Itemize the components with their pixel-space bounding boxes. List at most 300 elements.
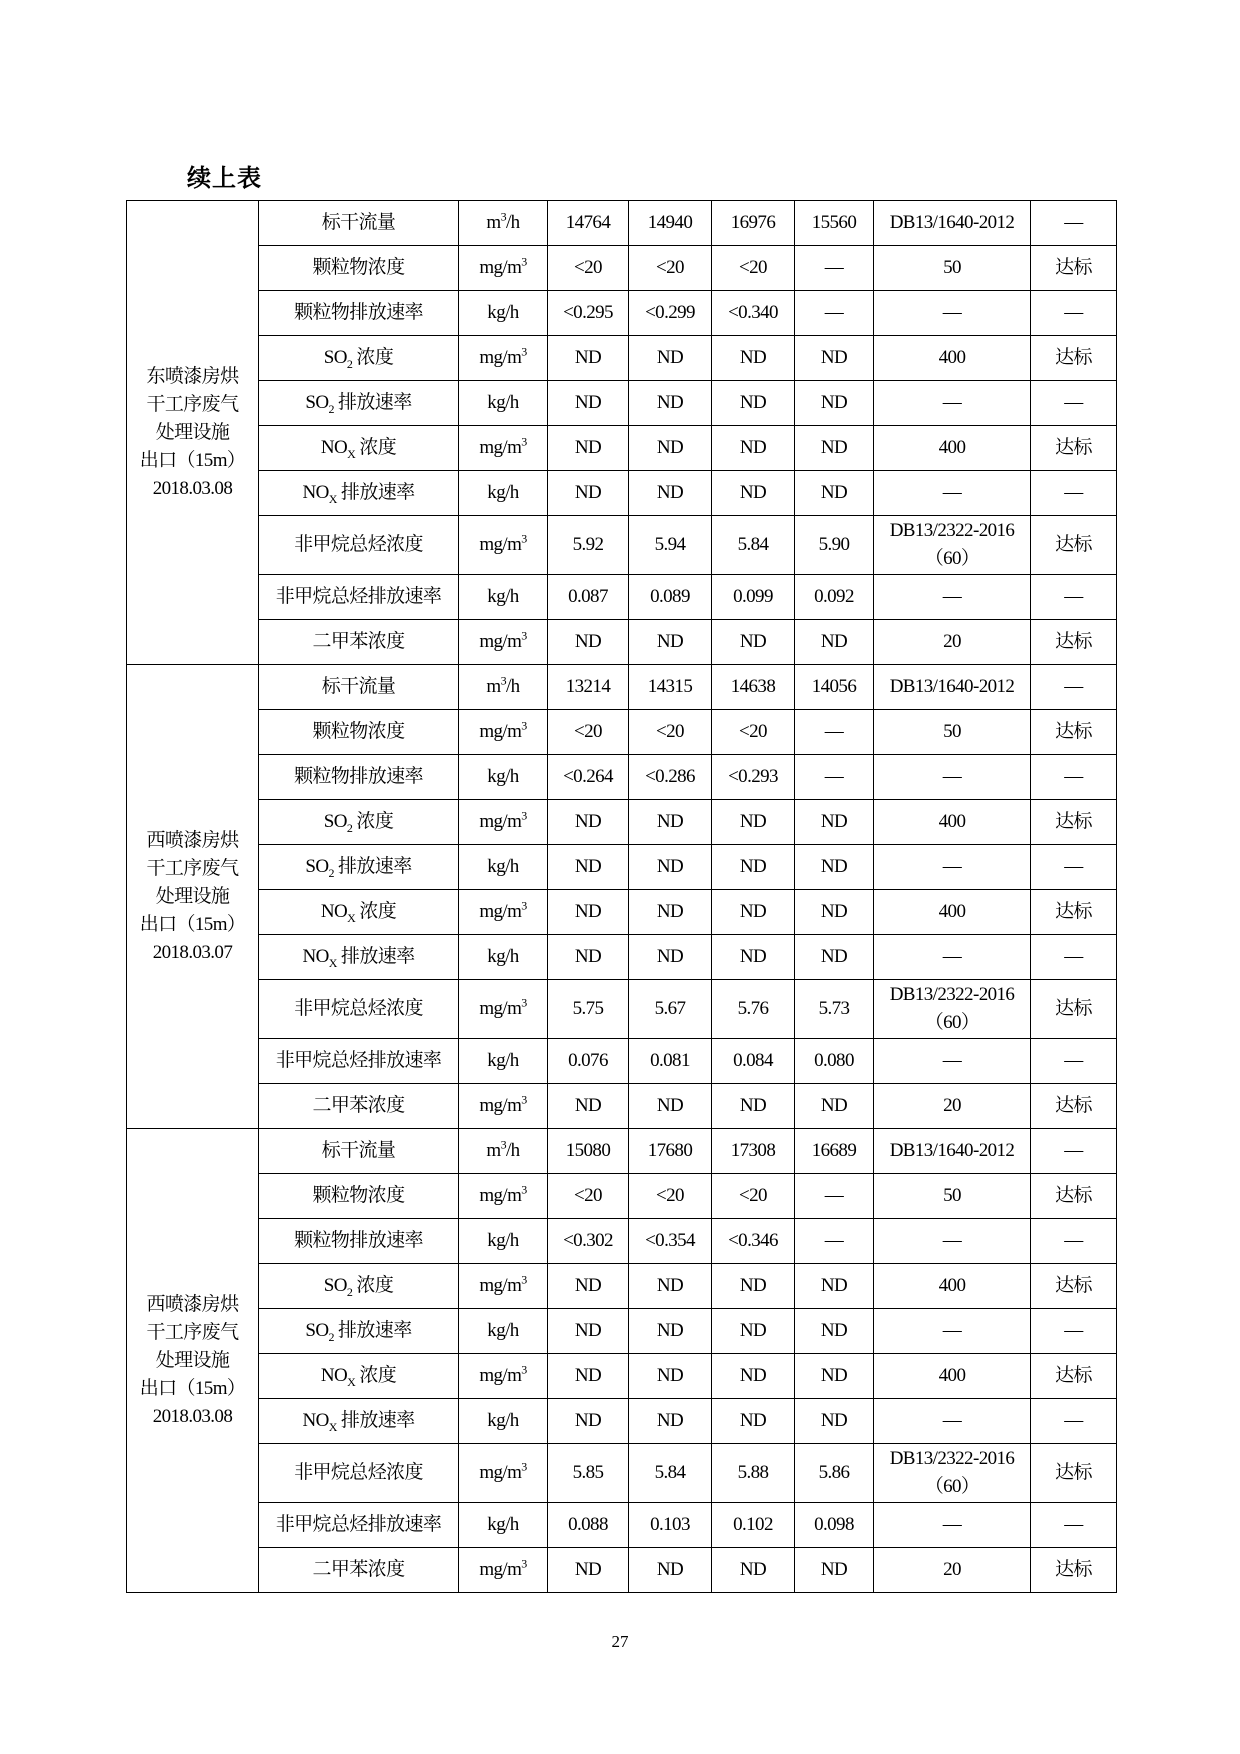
measured-value: ND xyxy=(712,845,795,890)
table-row xyxy=(127,1174,1117,1219)
measured-value: 17308 xyxy=(712,1129,795,1174)
measured-value: ND xyxy=(795,1309,874,1354)
unit: kg/h xyxy=(459,1399,548,1444)
item-name: 二甲苯浓度 xyxy=(259,620,459,665)
standard-limit xyxy=(874,755,1031,800)
standard-line: （60） xyxy=(924,1476,980,1497)
measured-value: ND xyxy=(548,471,629,516)
measured-value: — xyxy=(795,291,874,336)
measured-value: 0.084 xyxy=(712,1039,795,1084)
measured-value: <0.295 xyxy=(548,291,629,336)
measured-value: <20 xyxy=(712,246,795,291)
standard-limit xyxy=(874,1399,1031,1444)
standard-line: 50 xyxy=(943,721,961,742)
measured-value: — xyxy=(795,755,874,800)
measured-value: <20 xyxy=(548,710,629,755)
measured-value: 0.103 xyxy=(629,1503,712,1548)
measured-value: 5.73 xyxy=(795,980,874,1039)
item-name: $SO_2$ 排放速率 xyxy=(259,1309,459,1354)
monitoring-point-line: 西喷漆房烘 xyxy=(146,829,239,851)
measured-value: ND xyxy=(548,1548,629,1593)
evaluation-result: — xyxy=(1031,201,1117,246)
monitoring-point-line: 2018.03.08 xyxy=(152,477,233,499)
measured-value: ND xyxy=(548,1354,629,1399)
unit: kg/h xyxy=(459,755,548,800)
measured-value: <20 xyxy=(629,710,712,755)
standard-line: — xyxy=(942,856,962,877)
table-row xyxy=(127,381,1117,426)
standard-limit xyxy=(874,1354,1031,1399)
measured-value: ND xyxy=(795,1084,874,1129)
measured-value: ND xyxy=(629,620,712,665)
unit: kg/h xyxy=(459,381,548,426)
measured-value: 0.099 xyxy=(712,575,795,620)
measured-value: 16689 xyxy=(795,1129,874,1174)
measured-value: ND xyxy=(795,845,874,890)
unit: $mg/m^3$ xyxy=(459,1084,548,1129)
measured-value: 15560 xyxy=(795,201,874,246)
measured-value: — xyxy=(795,1219,874,1264)
item-name: 标干流量 xyxy=(259,665,459,710)
monitoring-point-label xyxy=(127,1129,259,1593)
measured-value: ND xyxy=(629,935,712,980)
measured-value: ND xyxy=(629,1084,712,1129)
standard-limit xyxy=(874,1264,1031,1309)
standard-limit xyxy=(874,336,1031,381)
measured-value: — xyxy=(795,710,874,755)
table-row xyxy=(127,1309,1117,1354)
table-body xyxy=(127,201,1117,1593)
unit: $mg/m^3$ xyxy=(459,336,548,381)
item-name: $NO_X$ 浓度 xyxy=(259,890,459,935)
measured-value: ND xyxy=(795,620,874,665)
measured-value: 15080 xyxy=(548,1129,629,1174)
standard-line: — xyxy=(942,482,962,503)
evaluation-result: — xyxy=(1031,1503,1117,1548)
table-row xyxy=(127,845,1117,890)
measured-value: ND xyxy=(795,1399,874,1444)
measured-value: 17680 xyxy=(629,1129,712,1174)
measured-value: ND xyxy=(795,426,874,471)
item-name: 二甲苯浓度 xyxy=(259,1084,459,1129)
standard-line: 20 xyxy=(943,631,961,652)
measured-value: <20 xyxy=(629,246,712,291)
measured-value: <0.346 xyxy=(712,1219,795,1264)
table-row xyxy=(127,201,1117,246)
standard-line: — xyxy=(942,1320,962,1341)
table-row xyxy=(127,755,1117,800)
measured-value: ND xyxy=(795,336,874,381)
measured-value: ND xyxy=(712,471,795,516)
measured-value: <20 xyxy=(712,710,795,755)
measured-value: ND xyxy=(629,800,712,845)
measured-value: ND xyxy=(629,381,712,426)
measured-value: 5.75 xyxy=(548,980,629,1039)
standard-limit xyxy=(874,620,1031,665)
measured-value: ND xyxy=(795,1264,874,1309)
standard-line: DB13/1640-2012 xyxy=(889,1140,1015,1161)
standard-limit xyxy=(874,516,1031,575)
standard-line: — xyxy=(942,1410,962,1431)
measured-value: 16976 xyxy=(712,201,795,246)
unit: $m^3/h$ xyxy=(459,665,548,710)
standard-line: — xyxy=(942,946,962,967)
evaluation-result: — xyxy=(1031,575,1117,620)
evaluation-result: 达标 xyxy=(1031,1264,1117,1309)
measured-value: 5.76 xyxy=(712,980,795,1039)
unit: $m^3/h$ xyxy=(459,201,548,246)
measured-value: ND xyxy=(795,890,874,935)
monitoring-point-line: 东喷漆房烘 xyxy=(146,365,239,387)
item-name: 颗粒物浓度 xyxy=(259,1174,459,1219)
measured-value: ND xyxy=(712,1264,795,1309)
measured-value: 14315 xyxy=(629,665,712,710)
measured-value: 14638 xyxy=(712,665,795,710)
item-name: $NO_X$ 浓度 xyxy=(259,426,459,471)
standard-limit xyxy=(874,1309,1031,1354)
measured-value: 0.092 xyxy=(795,575,874,620)
unit: $mg/m^3$ xyxy=(459,1174,548,1219)
measured-value: ND xyxy=(629,1264,712,1309)
monitoring-point-line: 处理设施 xyxy=(155,421,230,443)
evaluation-result: 达标 xyxy=(1031,800,1117,845)
measured-value: ND xyxy=(712,620,795,665)
measured-value: ND xyxy=(712,336,795,381)
measured-value: 5.67 xyxy=(629,980,712,1039)
measured-value: <0.293 xyxy=(712,755,795,800)
unit: kg/h xyxy=(459,291,548,336)
item-name: 颗粒物排放速率 xyxy=(259,1219,459,1264)
standard-limit xyxy=(874,1503,1031,1548)
table-row xyxy=(127,1264,1117,1309)
measured-value: — xyxy=(795,246,874,291)
measured-value: ND xyxy=(548,935,629,980)
unit: kg/h xyxy=(459,845,548,890)
unit: kg/h xyxy=(459,1219,548,1264)
measured-value: ND xyxy=(712,1309,795,1354)
measured-value: <20 xyxy=(548,1174,629,1219)
table-row xyxy=(127,426,1117,471)
unit: kg/h xyxy=(459,935,548,980)
evaluation-result: 达标 xyxy=(1031,1084,1117,1129)
table-row xyxy=(127,665,1117,710)
measured-value: ND xyxy=(548,800,629,845)
measured-value: ND xyxy=(548,381,629,426)
measured-value: ND xyxy=(795,935,874,980)
unit: $mg/m^3$ xyxy=(459,246,548,291)
standard-line: 400 xyxy=(938,1275,966,1296)
standard-line: DB13/2322-2016 xyxy=(889,520,1015,541)
measured-value: ND xyxy=(629,1309,712,1354)
measured-value: ND xyxy=(548,1264,629,1309)
standard-line: — xyxy=(942,766,962,787)
measured-value: 0.080 xyxy=(795,1039,874,1084)
measured-value: ND xyxy=(712,935,795,980)
measured-value: 0.089 xyxy=(629,575,712,620)
measured-value: <20 xyxy=(548,246,629,291)
measured-value: 0.098 xyxy=(795,1503,874,1548)
table-row xyxy=(127,890,1117,935)
standard-line: 20 xyxy=(943,1559,961,1580)
measured-value: — xyxy=(795,1174,874,1219)
evaluation-result: — xyxy=(1031,1399,1117,1444)
evaluation-result: — xyxy=(1031,1219,1117,1264)
measured-value: ND xyxy=(548,890,629,935)
monitoring-point-line: 西喷漆房烘 xyxy=(146,1293,239,1315)
item-name: $SO_2$ 排放速率 xyxy=(259,381,459,426)
item-name: $SO_2$ 排放速率 xyxy=(259,845,459,890)
measured-value: <0.340 xyxy=(712,291,795,336)
standard-limit xyxy=(874,935,1031,980)
unit: kg/h xyxy=(459,1309,548,1354)
item-name: 标干流量 xyxy=(259,201,459,246)
item-name: $NO_X$ 浓度 xyxy=(259,1354,459,1399)
measured-value: ND xyxy=(712,426,795,471)
measured-value: 5.88 xyxy=(712,1444,795,1503)
measured-value: ND xyxy=(629,336,712,381)
table-row xyxy=(127,710,1117,755)
standard-limit xyxy=(874,1039,1031,1084)
measured-value: ND xyxy=(629,1354,712,1399)
measured-value: 5.94 xyxy=(629,516,712,575)
standard-limit xyxy=(874,710,1031,755)
measured-value: <20 xyxy=(712,1174,795,1219)
evaluation-result: — xyxy=(1031,471,1117,516)
table-row xyxy=(127,1219,1117,1264)
unit: $mg/m^3$ xyxy=(459,620,548,665)
evaluation-result: 达标 xyxy=(1031,1548,1117,1593)
table-row xyxy=(127,935,1117,980)
standard-line: 400 xyxy=(938,901,966,922)
table-row xyxy=(127,291,1117,336)
standard-line: 400 xyxy=(938,811,966,832)
standard-limit xyxy=(874,1084,1031,1129)
standard-limit xyxy=(874,246,1031,291)
standard-line: （60） xyxy=(924,1012,980,1033)
standard-limit xyxy=(874,1129,1031,1174)
measured-value: 0.102 xyxy=(712,1503,795,1548)
monitoring-point-line: 出口（15m） xyxy=(139,913,246,935)
measured-value: ND xyxy=(795,381,874,426)
standard-line: 20 xyxy=(943,1095,961,1116)
item-name: $SO_2$ 浓度 xyxy=(259,800,459,845)
measured-value: ND xyxy=(548,336,629,381)
item-name: $SO_2$ 浓度 xyxy=(259,1264,459,1309)
monitoring-point-line: 2018.03.08 xyxy=(152,1405,233,1427)
item-name: 非甲烷总烃排放速率 xyxy=(259,1503,459,1548)
evaluation-result: — xyxy=(1031,1309,1117,1354)
evaluation-result: 达标 xyxy=(1031,620,1117,665)
measured-value: 5.85 xyxy=(548,1444,629,1503)
unit: kg/h xyxy=(459,1039,548,1084)
table-row xyxy=(127,1039,1117,1084)
standard-limit xyxy=(874,890,1031,935)
standard-limit xyxy=(874,800,1031,845)
measured-value: ND xyxy=(712,800,795,845)
monitoring-point-line: 干工序废气 xyxy=(146,857,239,879)
table-row xyxy=(127,800,1117,845)
evaluation-result: 达标 xyxy=(1031,890,1117,935)
standard-line: 400 xyxy=(938,1365,966,1386)
measured-value: 5.92 xyxy=(548,516,629,575)
measured-value: 5.84 xyxy=(629,1444,712,1503)
table-row xyxy=(127,336,1117,381)
evaluation-result: 达标 xyxy=(1031,1354,1117,1399)
measured-value: ND xyxy=(712,1399,795,1444)
measured-value: ND xyxy=(548,620,629,665)
item-name: $NO_X$ 排放速率 xyxy=(259,471,459,516)
standard-limit xyxy=(874,1174,1031,1219)
item-name: 非甲烷总烃浓度 xyxy=(259,1444,459,1503)
table-heading: 续上表 xyxy=(187,164,262,192)
measured-value: 0.081 xyxy=(629,1039,712,1084)
standard-line: — xyxy=(942,302,962,323)
table-row xyxy=(127,575,1117,620)
item-name: 非甲烷总烃浓度 xyxy=(259,516,459,575)
measured-value: 0.076 xyxy=(548,1039,629,1084)
standard-limit xyxy=(874,665,1031,710)
measured-value: 13214 xyxy=(548,665,629,710)
item-name: 颗粒物浓度 xyxy=(259,246,459,291)
evaluation-result: 达标 xyxy=(1031,426,1117,471)
measured-value: ND xyxy=(629,471,712,516)
unit: $mg/m^3$ xyxy=(459,426,548,471)
standard-limit xyxy=(874,980,1031,1039)
evaluation-result: — xyxy=(1031,381,1117,426)
table-row xyxy=(127,620,1117,665)
unit: $mg/m^3$ xyxy=(459,1354,548,1399)
standard-line: — xyxy=(942,586,962,607)
measured-value: ND xyxy=(548,1084,629,1129)
standard-line: （60） xyxy=(924,548,980,569)
standard-line: 50 xyxy=(943,257,961,278)
measured-value: 14056 xyxy=(795,665,874,710)
standard-limit xyxy=(874,845,1031,890)
unit: $mg/m^3$ xyxy=(459,1548,548,1593)
measured-value: ND xyxy=(629,1548,712,1593)
unit: $mg/m^3$ xyxy=(459,980,548,1039)
evaluation-result: 达标 xyxy=(1031,336,1117,381)
monitoring-point-line: 干工序废气 xyxy=(146,1321,239,1343)
item-name: $NO_X$ 排放速率 xyxy=(259,1399,459,1444)
monitoring-point-label xyxy=(127,201,259,665)
measured-value: <0.354 xyxy=(629,1219,712,1264)
evaluation-result: 达标 xyxy=(1031,980,1117,1039)
measured-value: <0.286 xyxy=(629,755,712,800)
standard-line: — xyxy=(942,392,962,413)
monitoring-point-label xyxy=(127,665,259,1129)
standard-limit xyxy=(874,1219,1031,1264)
item-name: 颗粒物排放速率 xyxy=(259,755,459,800)
table-row xyxy=(127,980,1117,1039)
item-name: 非甲烷总烃排放速率 xyxy=(259,575,459,620)
measured-value: ND xyxy=(712,1084,795,1129)
evaluation-result: — xyxy=(1031,1129,1117,1174)
item-name: 非甲烷总烃浓度 xyxy=(259,980,459,1039)
evaluation-result: — xyxy=(1031,755,1117,800)
monitoring-results-table xyxy=(126,200,1117,1593)
evaluation-result: 达标 xyxy=(1031,516,1117,575)
evaluation-result: — xyxy=(1031,665,1117,710)
measured-value: ND xyxy=(712,1548,795,1593)
evaluation-result: 达标 xyxy=(1031,246,1117,291)
measured-value: 5.90 xyxy=(795,516,874,575)
monitoring-point-line: 出口（15m） xyxy=(139,1377,246,1399)
measured-value: ND xyxy=(548,426,629,471)
measured-value: 0.088 xyxy=(548,1503,629,1548)
unit: $mg/m^3$ xyxy=(459,710,548,755)
table-row xyxy=(127,1129,1117,1174)
standard-line: — xyxy=(942,1230,962,1251)
measured-value: 14764 xyxy=(548,201,629,246)
standard-limit xyxy=(874,201,1031,246)
measured-value: ND xyxy=(712,1354,795,1399)
measured-value: ND xyxy=(795,800,874,845)
unit: $mg/m^3$ xyxy=(459,1444,548,1503)
monitoring-point-line: 出口（15m） xyxy=(139,449,246,471)
monitoring-point-line: 2018.03.07 xyxy=(152,941,233,963)
standard-limit xyxy=(874,1444,1031,1503)
measured-value: ND xyxy=(548,1399,629,1444)
standard-line: DB13/2322-2016 xyxy=(889,984,1015,1005)
item-name: 标干流量 xyxy=(259,1129,459,1174)
standard-limit xyxy=(874,426,1031,471)
standard-line: DB13/1640-2012 xyxy=(889,212,1015,233)
evaluation-result: — xyxy=(1031,935,1117,980)
item-name: 二甲苯浓度 xyxy=(259,1548,459,1593)
measured-value: <0.299 xyxy=(629,291,712,336)
evaluation-result: 达标 xyxy=(1031,1174,1117,1219)
unit: kg/h xyxy=(459,575,548,620)
item-name: $SO_2$ 浓度 xyxy=(259,336,459,381)
evaluation-result: 达标 xyxy=(1031,710,1117,755)
table-row xyxy=(127,1399,1117,1444)
standard-limit xyxy=(874,471,1031,516)
standard-line: — xyxy=(942,1514,962,1535)
measured-value: ND xyxy=(795,1354,874,1399)
standard-line: DB13/2322-2016 xyxy=(889,1448,1015,1469)
monitoring-point-line: 干工序废气 xyxy=(146,393,239,415)
standard-limit xyxy=(874,1548,1031,1593)
item-name: 颗粒物浓度 xyxy=(259,710,459,755)
unit: $m^3/h$ xyxy=(459,1129,548,1174)
measured-value: ND xyxy=(629,845,712,890)
standard-line: 50 xyxy=(943,1185,961,1206)
standard-limit xyxy=(874,575,1031,620)
standard-limit xyxy=(874,291,1031,336)
standard-line: 400 xyxy=(938,347,966,368)
measured-value: 5.86 xyxy=(795,1444,874,1503)
evaluation-result: — xyxy=(1031,845,1117,890)
standard-line: DB13/1640-2012 xyxy=(889,676,1015,697)
measured-value: ND xyxy=(629,890,712,935)
measured-value: <20 xyxy=(629,1174,712,1219)
evaluation-result: — xyxy=(1031,1039,1117,1084)
unit: $mg/m^3$ xyxy=(459,800,548,845)
standard-line: 400 xyxy=(938,437,966,458)
table-row xyxy=(127,1084,1117,1129)
measured-value: <0.264 xyxy=(548,755,629,800)
measured-value: <0.302 xyxy=(548,1219,629,1264)
standard-limit xyxy=(874,381,1031,426)
table-row xyxy=(127,1354,1117,1399)
evaluation-result: 达标 xyxy=(1031,1444,1117,1503)
unit: $mg/m^3$ xyxy=(459,516,548,575)
unit: $mg/m^3$ xyxy=(459,1264,548,1309)
measured-value: 14940 xyxy=(629,201,712,246)
table-row xyxy=(127,471,1117,516)
measured-value: 0.087 xyxy=(548,575,629,620)
